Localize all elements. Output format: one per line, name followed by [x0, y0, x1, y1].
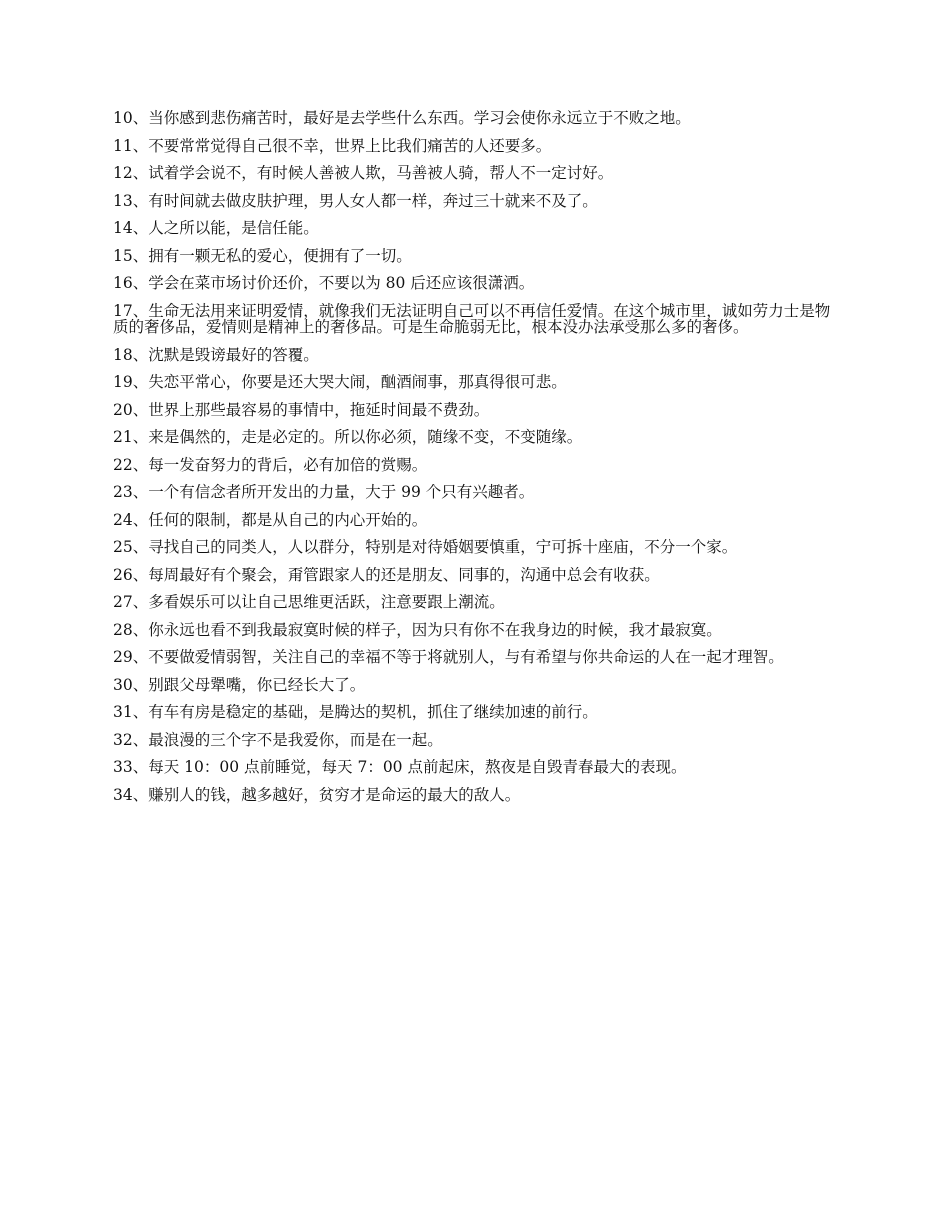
- quote-item-21: 21、来是偶然的，走是必定的。所以你必须，随缘不变，不变随缘。: [113, 428, 583, 446]
- quote-item-32: 32、最浪漫的三个字不是我爱你，而是在一起。: [113, 730, 443, 749]
- quote-item-27: 27、多看娱乐可以让自己思维更活跃，注意要跟上潮流。: [113, 593, 505, 611]
- quote-item-23: 23、一个有信念者所开发出的力量，大于 99 个只有兴趣者。: [113, 483, 535, 501]
- quote-item-34: 34、赚别人的钱，越多越好，贫穷才是命运的最大的敌人。: [113, 785, 521, 804]
- quote-item-24: 24、任何的限制，都是从自己的内心开始的。: [113, 510, 428, 529]
- quote-item-18: 18、沈默是毁谤最好的答覆。: [113, 345, 319, 364]
- quote-list: [113, 110, 843, 814]
- quote-item-10: 10、当你感到悲伤痛苦时，最好是去学些什么东西。学习会使你永远立于不败之地。: [113, 109, 691, 127]
- quote-item-31: 31、有车有房是稳定的基础，是腾达的契机，抓住了继续加速的前行。: [113, 703, 598, 721]
- quote-item-30: 30、别跟父母犟嘴，你已经长大了。: [113, 675, 366, 694]
- quote-item-14: 14、人之所以能，是信任能。: [113, 219, 319, 237]
- quote-item-25: 25、寻找自己的同类人，人以群分，特别是对待婚姻要慎重，宁可拆十座庙，不分一个家。: [113, 538, 738, 556]
- quote-item-19: 19、失恋平常心，你要是还大哭大闹，酗酒闹事，那真得很可悲。: [113, 373, 567, 391]
- quote-item-28: 28、你永远也看不到我最寂寞时候的样子，因为只有你不在我身边的时候，我才最寂寞。: [113, 620, 722, 639]
- quote-item-29: 29、不要做爱情弱智，关注自己的幸福不等于将就别人，与有希望与你共命运的人在一起才理智。: [113, 648, 784, 666]
- quote-item-12: 12、试着学会说不，有时候人善被人欺，马善被人骑，帮人不一定讨好。: [113, 164, 614, 182]
- quote-item-13: 13、有时间就去做皮肤护理，男人女人都一样，奔过三十就来不及了。: [113, 191, 598, 210]
- quote-item-33: 33、每天 10：00 点前睡觉，每天 7：00 点前起床，熬夜是自毁青春最大的表现。: [113, 758, 687, 776]
- quote-item-20: 20、世界上那些最容易的事情中，拖延时间最不费劲。: [113, 400, 490, 419]
- quote-item-26: 26、每周最好有个聚会，甭管跟家人的还是朋友、同事的，沟通中总会有收获。: [113, 565, 660, 584]
- quote-item-16: 16、学会在菜市场讨价还价，不要以为 80 后还应该很潇洒。: [113, 274, 535, 292]
- quote-item-22: 22、每一发奋努力的背后，必有加倍的赏赐。: [113, 455, 428, 474]
- quote-item-11: 11、不要常常觉得自己很不幸，世界上比我们痛苦的人还要多。: [113, 136, 552, 155]
- quote-item-17: 17、生命无法用来证明爱情，就像我们无法证明自己可以不再信任爱情。在这个城市里，诚如劳力士是物质的奢侈品，爱情则是精神上的奢侈品。可是生命脆弱无比，根本没办法承受那么多的奢侈。: [113, 301, 831, 336]
- quote-item-15: 15、拥有一颗无私的爱心，便拥有了一切。: [113, 246, 412, 265]
